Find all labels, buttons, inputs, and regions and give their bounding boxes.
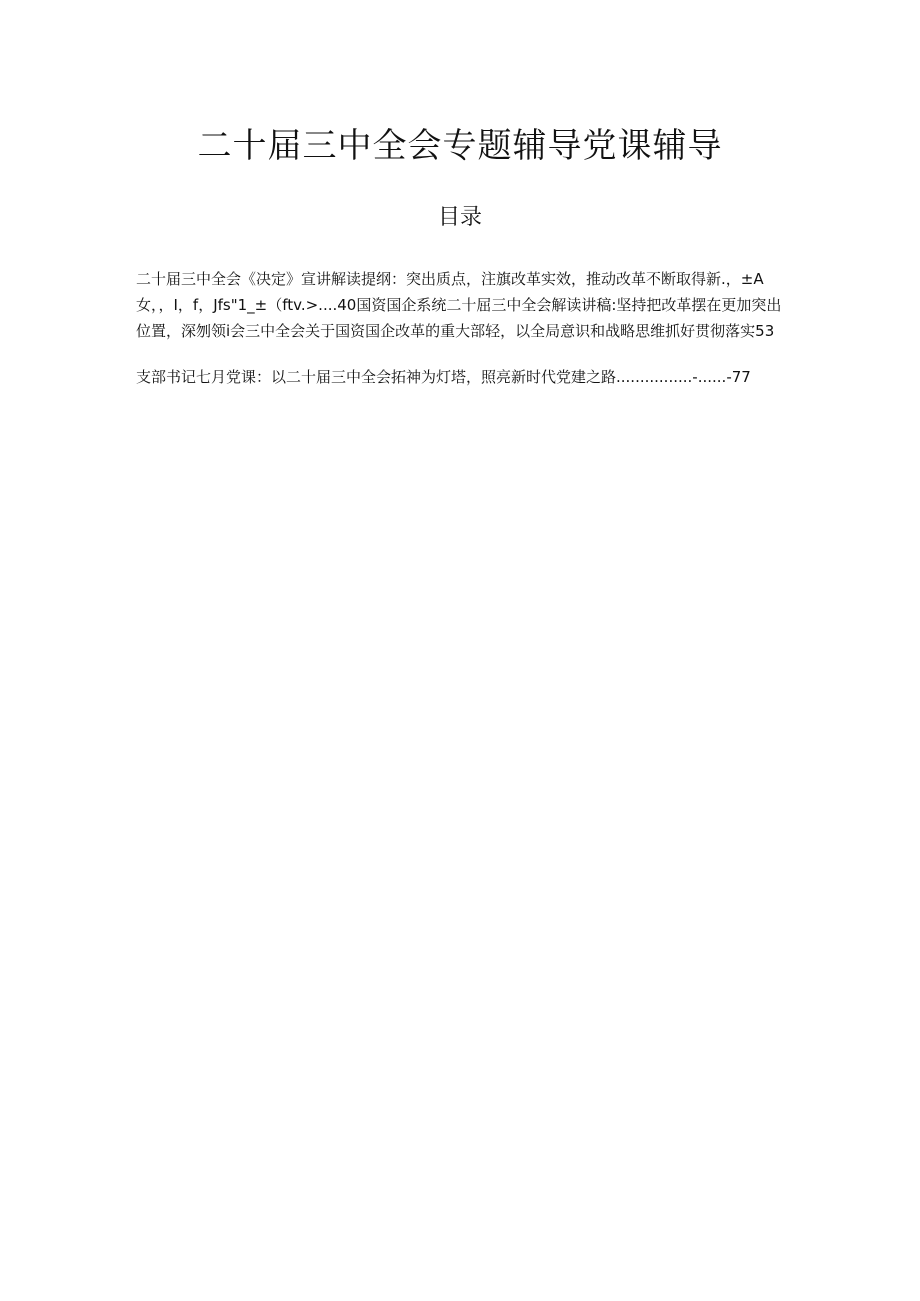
toc-entry-line[interactable]: 支部书记七月党课：以二十届三中全会拓神为灯塔，照亮新时代党建之路................-......-77 — [136, 368, 751, 386]
toc-entry-line[interactable]: 女，，I，f，Jfs"1_±（ftv.>....40国资国企系统二十屈三中全会解读讲稿:坚持把改革摆在更加突出 — [136, 296, 782, 314]
toc-heading: 目录 — [437, 205, 482, 230]
table-of-contents — [136, 266, 786, 390]
document-title: 二十届三中全会专题辅导党课辅导 — [197, 126, 723, 166]
toc-entry-line[interactable]: 二十届三中全会《决定》宣讲解读提纲：突出质点，注旗改革实效，推动改革不断取得新.，±A — [136, 270, 764, 288]
toc-entry-line[interactable]: 位置，深刎领i会三中全会关于国资国企改革的重大部轻，以全局意识和战略思维抓好贯彻落实53 — [136, 322, 775, 340]
toc-spacer — [136, 344, 786, 364]
